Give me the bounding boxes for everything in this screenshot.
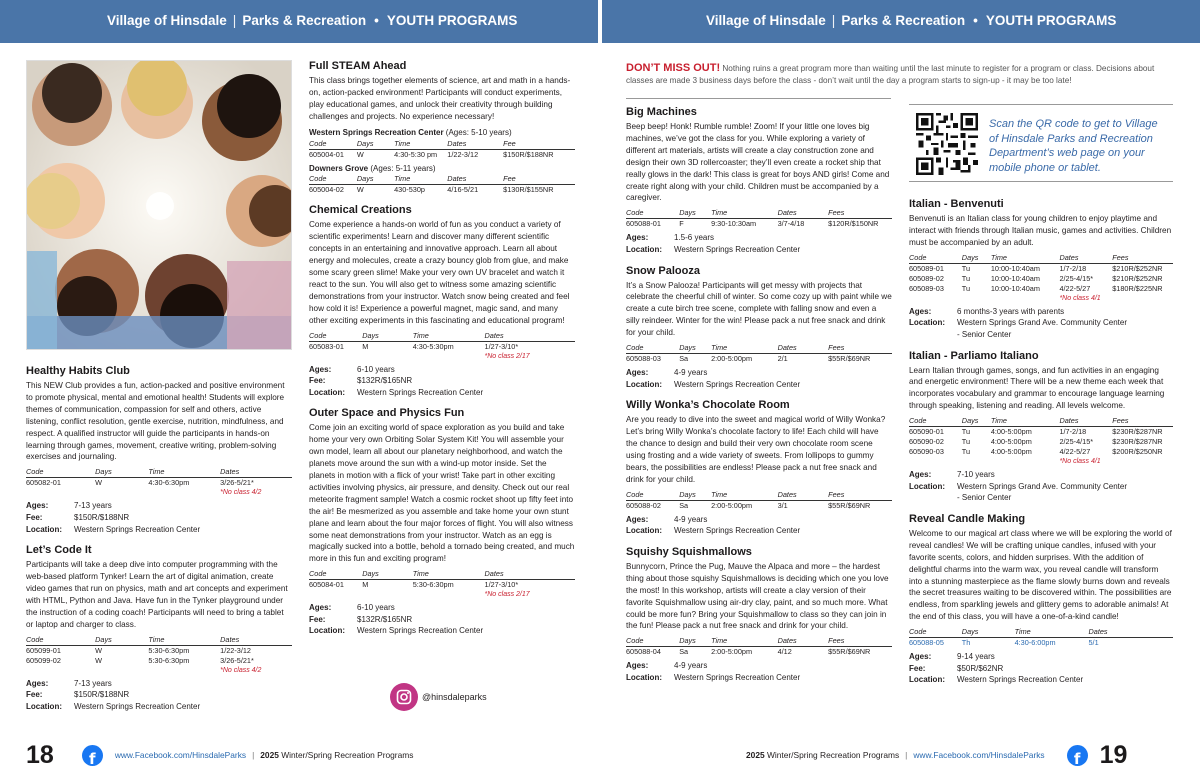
parliamo-schedule: Code Days Time Dates Fees 605090-01 Tu 4:00-5:00pm 1/7-2/18 $230R/$287NR 605090-02 Tu 4:00-5:00pm 2/25-4/15* $230R/$287NR 605090-03 Tu 4:00-5:00pm 4/22-5/27 *No class 4/1 $200R/$250NR <box>909 416 1173 466</box>
no-class-note: *No class 4/1 <box>1059 294 1101 302</box>
outer-space-description: Come join an exciting world of space exploration as you build and take home your very own Orbiting Solar System Kit! You will assemble your own model, learn all about our planetary neighborhood, and watch the planets move around the sun with a wind-up motor inside. Set the planets in motion with a flick of your wrist! Take part in other exciting activities involving physics, air pressure, and density. Check out our real meteorite fragment sample! Watch a cosmic rocket shoot up fifty feet into the air! Be mesmerized as you assemble and take home your own stunt plane and learn about the four major forces of flight. You will also witness some neat demonstrations from your instructor. Watch as an egg is magically sucked into a bottle, behold a tornado being created, and much more in this fun and exciting program! <box>309 423 575 564</box>
table-row: 605004-01 W 4:30-5:30 pm 1/22-3/12 $150R/$188NR <box>309 149 554 159</box>
no-class-note: *No class 4/2 <box>220 489 262 497</box>
column-3: Big Machines Beep beep! Honk! Rumble rumble! Zoom! If your little one loves big machines, we’ve got the class for you. While exploring a variety of different art materials, artists will create a clay construction zone and design their own 3D rollercoaster; they’ll even create a rocket ship that really glows in the dark! This class is great for boys AND girls! Come and create right along with your child. Children must be accompanied by a caregiver. Code Days Time Dates Fees 605088-01 F 9:30-10:30am 3/7-4/18 $120R/$150NR Ages: 1.5-6 years Location: Western Springs Recreation Center Snow Palooza It’s a Snow Palooza! Participants will get messy with projects that celebrate the cheerful chill of winter. So come cozy up with paint while we create a cute birch tree scene, complete with falling snow and even a silly reindeer. Winter for the win! Please pack a nut free snack and drink for your child. Code Days Time Dates Fees 605088-03 Sa 2:00-5:00pm 2/1 $55R/$69NR Ages: 4-9 years Location: Western Springs Recreation Center Willy Wonka’s Chocolate Room Are you ready to dive into the sweet and magical world of Willy Wonka? Let’s bring Willy Wonka’s chocolate factory to life! Each child will have the chance to design and build their very own chocolate room scene using frosting and a wide variety of sweets. From lollipops to gummy bears, the possibilities are endless! Please pack a nut free snack and drink for your child. Code Days Time Dates Fees 605088-02 Sa 2:00-5:00pm 3/1 $55R/$69NR Ages: 4-9 years Location: Western Springs Recreation Center Squishy Squishmallows Bunnycorn, Prince the Pug, Mauve the Alpaca and more – the hardest thing about those squishy Squishmallows is deciding which one you love the most! In this workshop, artists will create a clay version of their favorite Squishmallow using air-dry clay, paint, and so much more. What could be more fun? Bring your Squishmallow to class so they can join in the fun! Please pack a nut free snack and drink for your child. Code Days Time Dates Fees 605088-04 Sa 2:00-5:00pm 4/12 $55R/$69NR Ages: 4-9 years Location: Western Springs Recreation Center <box>626 106 892 682</box>
machines-schedule: Code Days Time Dates Fees 605088-01 F 9:30-10:30am 3/7-4/18 $120R/$150NR <box>626 208 892 229</box>
header-org: Village of Hinsdale <box>706 13 826 28</box>
instagram-text: @hinsdaleparks <box>422 692 487 702</box>
table-row: 605090-02 Tu 4:00-5:00pm 2/25-4/15* $230R/$287NR <box>909 437 1163 447</box>
page-number-right: 19 <box>1099 740 1128 769</box>
header-section: YOUTH PROGRAMS <box>386 13 518 28</box>
table-row: 605083-01 M 4:30-5:30pm 1/27-3/10* *No class 2/17 <box>309 341 575 361</box>
table-row: 605004-02 W 430-530p 4/16-5/21 $130R/$155NR <box>309 185 554 195</box>
col-time: Time <box>148 467 220 478</box>
column-1: Healthy Habits Club This NEW Club provides a fun, action-packed and positive environment to promote physical, mental and emotional health! Students will explore themes of communication, compassion for self and others, active listening, conflict resolution, gentle exercise, nutrition, mindfulness, and respect. A qualified instructor will guide the participants in hands-on learning through games, movement, creative writing, problem-solving exercises and journaling. Code Days Time Dates 605082-01 W 4:30-6:30pm 3/26-5/21* *No class 4/2 Ages: 7-13 years Fee: $150R/$188NR Location: Western Springs Recreation Center Let’s Code It Participants will take a deep dive into computer programming with the web-based platform Tynker! Learn the art of digital animation, create video games that run on physics, math and art concepts and experiment with HTML, Python and Java. Have fun in the Tynker playground under the instruction of a coding coach! Participants will need to bring a tablet or laptop and charger to class. Code Days Time Dates 605099-01 W 5:30-6:30pm 1/22-3/12 605099-02 W 5:30-6:30pm 3/26-5/21* *No class 4/2 Ages: 7-13 years Fee: $150R/$188NR Location: Western Springs Recreation Center <box>26 365 292 712</box>
snow-schedule: Code Days Time Dates Fees 605088-03 Sa 2:00-5:00pm 2/1 $55R/$69NR <box>626 343 892 364</box>
full-steam-description: This class brings together elements of science, art and math in a hands-on, action-packed environment! Participants will conduct experiments, play educational games, and unlock their creativity through building challenges and projects. No experience necessary! <box>309 76 571 121</box>
table-row: 605090-01 Tu 4:00-5:00pm 1/7-2/18 $230R/$287NR <box>909 427 1163 437</box>
table-row: 605084-01 M 5:30-6:30pm 1/27-3/10* *No class 2/17 <box>309 580 575 600</box>
candle-fee: $50R/$62NR <box>957 663 1004 673</box>
left-header-text: Village of Hinsdale | Parks & Recreation • YOUTH PROGRAMS <box>107 13 518 28</box>
no-class-note: *No class 2/17 <box>484 352 530 360</box>
willy-wonka-title: Willy Wonka’s Chocolate Room <box>626 399 790 412</box>
table-row: 605099-02 W 5:30-6:30pm 3/26-5/21* *No class 4/2 <box>26 656 292 675</box>
space-fee: $132R/$165NR <box>357 614 413 624</box>
healthy-habits-schedule <box>26 467 292 497</box>
table-row: 605088-03 Sa 2:00-5:00pm 2/1 $55R/$69NR <box>626 354 871 364</box>
header-section: YOUTH PROGRAMS <box>985 13 1117 28</box>
footer-program: 2025 Winter/Spring Recreation Programs <box>260 750 414 760</box>
lets-code-it-title: Let’s Code It <box>26 544 92 557</box>
right-header-text: Village of Hinsdale | Parks & Recreation • YOUTH PROGRAMS <box>706 13 1117 28</box>
wonka-schedule: Code Days Time Dates Fees 605088-02 Sa 2:00-5:00pm 3/1 $55R/$69NR <box>626 490 892 511</box>
space-ages: 6-10 years <box>357 603 395 613</box>
header-dept: Parks & Recreation <box>242 13 367 28</box>
italian-parliamo-description: Learn Italian through games, songs, and fun activities in an engaging and energetic environment! There will be a new theme each week that incorporates vocabulary and grammar to encourage language learning through speaking, listening and reading. All levels welcome. <box>909 365 1165 411</box>
header-dept: Parks & Recreation <box>841 13 966 28</box>
col-dates: Dates <box>220 467 292 478</box>
no-class-note: *No class 2/17 <box>484 591 530 599</box>
big-machines-title: Big Machines <box>626 106 697 118</box>
healthy-habits-description: This NEW Club provides a fun, action-packed and positive environment to promote physical, mental and emotional health! Students will explore themes of communication, compassion for self and others, active listening, conflict resolution, gentle exercise, nutrition, mindfulness, and respect. A qualified instructor will guide the participants in hands-on learning through games, movement, creative writing, problem-solving exercises and journaling. <box>26 381 285 462</box>
chemical-schedule: Code Days Time Dates 605083-01 M 4:30-5:30pm 1/27-3/10* *No class 2/17 <box>309 331 575 361</box>
chem-location: Western Springs Recreation Center <box>357 387 484 397</box>
chemical-creations-description: Come experience a hands-on world of fun as you conduct a variety of scientific experiments! Learn and discover many different scientific concepts in an entertaining and innovative approach. Learn all about energy and molecules, create a crazy bouncy glob from glue, and make some scary green slime! Make your very own UV bracelet and watch it react to the sun. You will also get to witness some amazing scientific demonstrations from your instructor. Watch snow being created and feel how cold it is! Experience a powerful magnet, magic sand, and many other exciting experiments in this fascinating and educational program! <box>309 220 570 325</box>
italian-benvenuti-description: Benvenuti is an Italian class for young children to enjoy playtime and interact with friends through Italian music, games and activities. Children must be accompanied by an adult. <box>909 214 1172 247</box>
benvenuti-location: Western Springs Grand Ave. Community Center - Senior Center <box>957 318 1127 339</box>
squishmallows-title: Squishy Squishmallows <box>626 545 752 558</box>
divider <box>626 98 891 99</box>
table-row: 605088-04 Sa 2:00-5:00pm 4/12 $55R/$69NR <box>626 647 871 657</box>
squishmallows-description: Bunnycorn, Prince the Pug, Mauve the Alpaca and more – the hardest thing about those squishy Squishmallows is deciding which one you love the most! In this workshop, artists will create a clay version of their favorite Squishmallow using air-dry clay, paint, and so much more. What could be more fun? Bring your Squishmallow to class so they can join in the fun! Please pack a nut free snack and drink for your child. <box>626 561 889 631</box>
code-fee: $150R/$188NR <box>74 690 130 700</box>
instagram-icon <box>390 683 418 711</box>
right-header-bar <box>602 0 1200 43</box>
squish-schedule: Code Days Time Dates Fees 605088-04 Sa 2:00-5:00pm 4/12 $55R/$69NR <box>626 636 892 657</box>
lets-code-it-schedule: Code Days Time Dates 605099-01 W 5:30-6:30pm 1/22-3/12 605099-02 W 5:30-6:30pm 3/26-5/21* *No class 4/2 <box>26 635 292 675</box>
snow-location: Western Springs Recreation Center <box>674 379 801 389</box>
column-2: Full STEAM Ahead This class brings together elements of science, art and math in a hands-on, action-packed environment! Participants will conduct experiments, play educational games, and unlock their creativity through building challenges and projects. No experience necessary! Western Springs Recreation Center (Ages: 5-10 years) Code Days Time Dates Fee 605004-01 W 4:30-5:30 pm 1/22-3/12 $150R/$188NR Downers Grove (Ages: 5-11 years) Code Days Time Dates Fee 605004-02 W 430-530p 4/16-5/21 $130R/$155NR Chemical Creations Come experience a hands-on world of fun as you conduct a variety of scientific experiments! Learn and discover many different scientific concepts in an entertaining and innovative approach. Learn all about energy and molecules, create a crazy bouncy glob from glue, and make some scary green slime! Make your very own UV bracelet and watch it react to the sun. You will also get to witness some amazing scientific demonstrations from your instructor. Watch snow being created and feel how cold it is! Experience a powerful magnet, magic sand, and many other exciting experiments in this fascinating and educational program! Code Days Time Dates 605083-01 M 4:30-5:30pm 1/27-3/10* *No class 2/17 Ages: 6-10 years Fee: $132R/$165NR Location: Western Springs Recreation Center Outer Space and Physics Fun Come join an exciting world of space exploration as you build and take home your very own Orbiting Solar System Kit! You will assemble your own model, learn all about our planetary neighborhood, and watch the planets move around the sun with a wind-up motor inside. Set the planets in motion with a flick of your wrist! Take part in other exciting activities involving physics, air pressure, and density. Check out our real meteorite fragment sample! Watch a cosmic rocket shoot up fifty feet into the air! Be mesmerized as you assemble and take home your own stunt plane and learn about the four major forces of flight. You will also witness some neat demonstrations from your instructor. Watch as an egg is magically sucked into a bottle, behold a tornado being created, and much more in this fun and exciting program! Code Days Time Dates 605084-01 M 5:30-6:30pm 1/27-3/10* *No class 2/17 Ages: 6-10 years Fee: $132R/$165NR Location: Western Springs Recreation Center <box>309 60 575 636</box>
facebook-link[interactable]: www.Facebook.com/HinsdaleParks <box>114 750 247 760</box>
instagram-handle[interactable] <box>390 683 487 711</box>
facebook-link[interactable]: www.Facebook.com/HinsdaleParks <box>913 750 1045 760</box>
qr-code-icon[interactable] <box>916 113 978 175</box>
benvenuti-ages: 6 months-3 years with parents <box>957 306 1065 316</box>
qr-code-text: Scan the QR code to get to Village of Hinsdale Parks and Recreation Department’s web page on your mobile phone or tablet. <box>989 118 1158 174</box>
no-class-note: *No class 4/2 <box>220 666 262 674</box>
healthy-habits-title: Healthy Habits Club <box>26 365 130 377</box>
table-row: 605089-02 Tu 10:00-10:40am 2/25-4/15* $210R/$252NR <box>909 273 1163 283</box>
column-4: Italian - Benvenuti Benvenuti is an Italian class for young children to enjoy playtime and interact with friends through Italian music, games and activities. Children must be accompanied by an adult. Code Days Time Dates Fees 605089-01 Tu 10:00-10:40am 1/7-2/18 $210R/$252NR 605089-02 Tu 10:00-10:40am 2/25-4/15* $210R/$252NR 605089-03 Tu 10:00-10:40am 4/22-5/27 *No class 4/1 $180R/$225NR Ages: 6 months-3 years with parents Location: Western Springs Grand Ave. Community Center - Senior Center Italian - Parliamo Italiano Learn Italian through games, songs, and fun activities in an engaging and energetic environment! There will be a new theme each week that incorporates vocabulary and grammar to encourage language learning through speaking, listening and reading. All levels welcome. Code Days Time Dates Fees 605090-01 Tu 4:00-5:00pm 1/7-2/18 $230R/$287NR 605090-02 Tu 4:00-5:00pm 2/25-4/15* $230R/$287NR 605090-03 Tu 4:00-5:00pm 4/22-5/27 *No class 4/1 $200R/$250NR Ages: 7-10 years Location: Western Springs Grand Ave. Community Center - Senior Center Reveal Candle Making Welcome to our magical art class where we will be exploring the world of reveal candles! We will be crafting unique candles, infused with your favorite scents, colors, and hidden surprises. With the addition of delightful charms into the warm wax, you reveal candle will transform into a stunning masterpiece as the flame slowly burns down and reveals the secret treasures waiting to be discovered within. The possibilities are endless, from sparkling jewels and glittery gems to adorable animals! At the end of this class, you will have a one-of-a-kind candle! Code Days Time Dates 605088-05 Th 4:30-6:00pm 5/1 Ages: 9-14 years Fee: $50R/$62NR Location: Western Springs Recreation Center <box>909 198 1172 685</box>
right-footer: 2025 Winter/Spring Recreation Programs | www.Facebook.com/HinsdaleParks f 19 <box>746 740 1128 769</box>
italian-parliamo-title: Italian - Parliamo Italiano <box>909 349 1039 362</box>
col-code: Code <box>26 467 95 478</box>
candle-location: Western Springs Recreation Center <box>957 675 1084 685</box>
code-location: Western Springs Recreation Center <box>74 701 201 711</box>
reveal-candle-title: Reveal Candle Making <box>909 512 1026 525</box>
healthy-ages: 7-13 years <box>74 501 112 511</box>
dont-miss-out-lead: DON’T MISS OUT! <box>626 62 721 74</box>
table-row: 605089-03 Tu 10:00-10:40am 4/22-5/27 *No class 4/1 $180R/$225NR <box>909 283 1163 302</box>
space-location: Western Springs Recreation Center <box>357 626 484 636</box>
code-ages: 7-13 years <box>74 678 112 688</box>
table-row: 605090-03 Tu 4:00-5:00pm 4/22-5/27 *No class 4/1 $200R/$250NR <box>909 447 1163 466</box>
facebook-icon[interactable]: f <box>82 745 103 766</box>
table-row: 605099-01 W 5:30-6:30pm 1/22-3/12 <box>26 645 251 655</box>
space-schedule: Code Days Time Dates 605084-01 M 5:30-6:30pm 1/27-3/10* *No class 2/17 <box>309 569 575 599</box>
table-row: 605088-01 F 9:30-10:30am 3/7-4/18 $120R/$150NR <box>626 219 879 229</box>
dont-miss-out-text: Nothing ruins a great program more than waiting until the last minute to register for a program or class. Decisions about classes are made 3 business days before the class - don’t wait until the day a program starts to sign-up - it may be too late! <box>626 64 1155 85</box>
healthy-fee: $150R/$188NR <box>74 512 130 522</box>
left-footer: 18 f www.Facebook.com/HinsdaleParks | 2025 Winter/Spring Recreation Programs <box>26 740 414 769</box>
italian-benvenuti-title: Italian - Benvenuti <box>909 198 1004 210</box>
big-machines-description: Beep beep! Honk! Rumble rumble! Zoom! If your little one loves big machines, we’ve got the class for you. While exploring a variety of different art materials, artists will create a clay construction zone and design their own 3D rollercoaster; they’ll even create a rocket ship that really glows in the dark! This class is great for boys AND girls! Come and create right along with your child. Children must be accompanied by a caregiver. <box>626 122 890 203</box>
machines-location: Western Springs Recreation Center <box>674 244 801 254</box>
steam-schedule-2: Code Days Time Dates Fee 605004-02 W 430-530p 4/16-5/21 $130R/$155NR <box>309 174 575 195</box>
qr-code-box <box>909 104 1173 182</box>
facebook-icon[interactable]: f <box>1067 745 1088 766</box>
full-steam-title: Full STEAM Ahead <box>309 60 407 72</box>
steam-location-1: Western Springs Recreation Center (Ages: 5-10 years) <box>309 127 512 137</box>
lets-code-it-description: Participants will take a deep dive into computer programming with the web-based platform Tynker! Learn the art of digital animation, create video games that run on physics, math and art concepts and experiment with HTML, Python and Java. Have fun in the Tynker playground under the instruction of a coding coach! Participants will need to bring a tablet or laptop and charger to class. <box>26 560 288 629</box>
outer-space-title: Outer Space and Physics Fun <box>309 407 465 420</box>
footer-program: 2025 Winter/Spring Recreation Programs <box>746 750 900 760</box>
willy-wonka-description: Are you ready to dive into the sweet and magical world of Willy Wonka? Let’s bring Willy Wonka’s chocolate factory to life! Each child will have the chance to design and build their very own chocolate room scene using frosting and a wide variety of sweets. From lollipops to gummy bears, the possibilities are endless! Please pack a nut free snack and drink for your child. <box>626 415 886 484</box>
header-org: Village of Hinsdale <box>107 13 227 28</box>
table-row: 605082-01 W 4:30-6:30pm 3/26-5/21* *No class 4/2 <box>26 478 292 498</box>
dont-miss-out-notice <box>626 62 1174 87</box>
kids-photo <box>26 60 292 350</box>
machines-ages: 1.5-6 years <box>674 233 715 243</box>
left-header-bar <box>0 0 598 43</box>
parliamo-ages: 7-10 years <box>957 470 995 480</box>
no-class-note: *No class 4/1 <box>1059 458 1101 466</box>
chem-fee: $132R/$165NR <box>357 376 413 386</box>
snow-ages: 4-9 years <box>674 368 708 378</box>
steam-schedule-1: Code Days Time Dates Fee 605004-01 W 4:30-5:30 pm 1/22-3/12 $150R/$188NR <box>309 139 575 160</box>
page-number-left: 18 <box>26 740 54 769</box>
table-row: 605089-01 Tu 10:00-10:40am 1/7-2/18 $210R/$252NR <box>909 263 1163 273</box>
benvenuti-schedule: Code Days Time Dates Fees 605089-01 Tu 10:00-10:40am 1/7-2/18 $210R/$252NR 605089-02 Tu 10:00-10:40am 2/25-4/15* $210R/$252NR 605089-03 Tu 10:00-10:40am 4/22-5/27 *No class 4/1 $180R/$225NR <box>909 253 1173 303</box>
squish-ages: 4-9 years <box>674 661 708 671</box>
col-days: Days <box>95 467 148 478</box>
table-row: 605088-05 Th 4:30-6:00pm 5/1 <box>909 638 1099 648</box>
table-row: 605088-02 Sa 2:00-5:00pm 3/1 $55R/$69NR <box>626 500 871 510</box>
wonka-location: Western Springs Recreation Center <box>674 526 801 536</box>
snow-palooza-description: It’s a Snow Palooza! Participants will get messy with projects that celebrate the cheerful chill of winter. So come cozy up with paint while we create a cute birch tree scene, complete with falling snow and even a silly reindeer. Winter for the win! Please pack a nut free snack and drink for your child. <box>626 280 892 338</box>
healthy-location: Western Springs Recreation Center <box>74 524 201 534</box>
chemical-creations-title: Chemical Creations <box>309 204 412 217</box>
wonka-ages: 4-9 years <box>674 514 708 524</box>
candle-schedule: Code Days Time Dates 605088-05 Th 4:30-6:00pm 5/1 <box>909 627 1173 648</box>
chem-ages: 6-10 years <box>357 364 395 374</box>
squish-location: Western Springs Recreation Center <box>674 672 801 682</box>
candle-ages: 9-14 years <box>957 652 995 662</box>
snow-palooza-title: Snow Palooza <box>626 264 700 277</box>
reveal-candle-description: Welcome to our magical art class where we will be exploring the world of reveal candles! We will be crafting unique candles, infused with your favorite scents, colors, and hidden surprises. With the addition of delightful charms into the warm wax, you reveal candle will transform into a stunning masterpiece as the flame slowly burns down and reveals the secret treasures waiting to be discovered within. The possibilities are endless, from sparkling jewels and glittery gems to adorable animals! At the end of this class, you will have a one-of-a-kind candle! <box>909 528 1172 622</box>
steam-location-2: Downers Grove (Ages: 5-11 years) <box>309 163 436 173</box>
parliamo-location: Western Springs Grand Ave. Community Center - Senior Center <box>957 481 1127 503</box>
